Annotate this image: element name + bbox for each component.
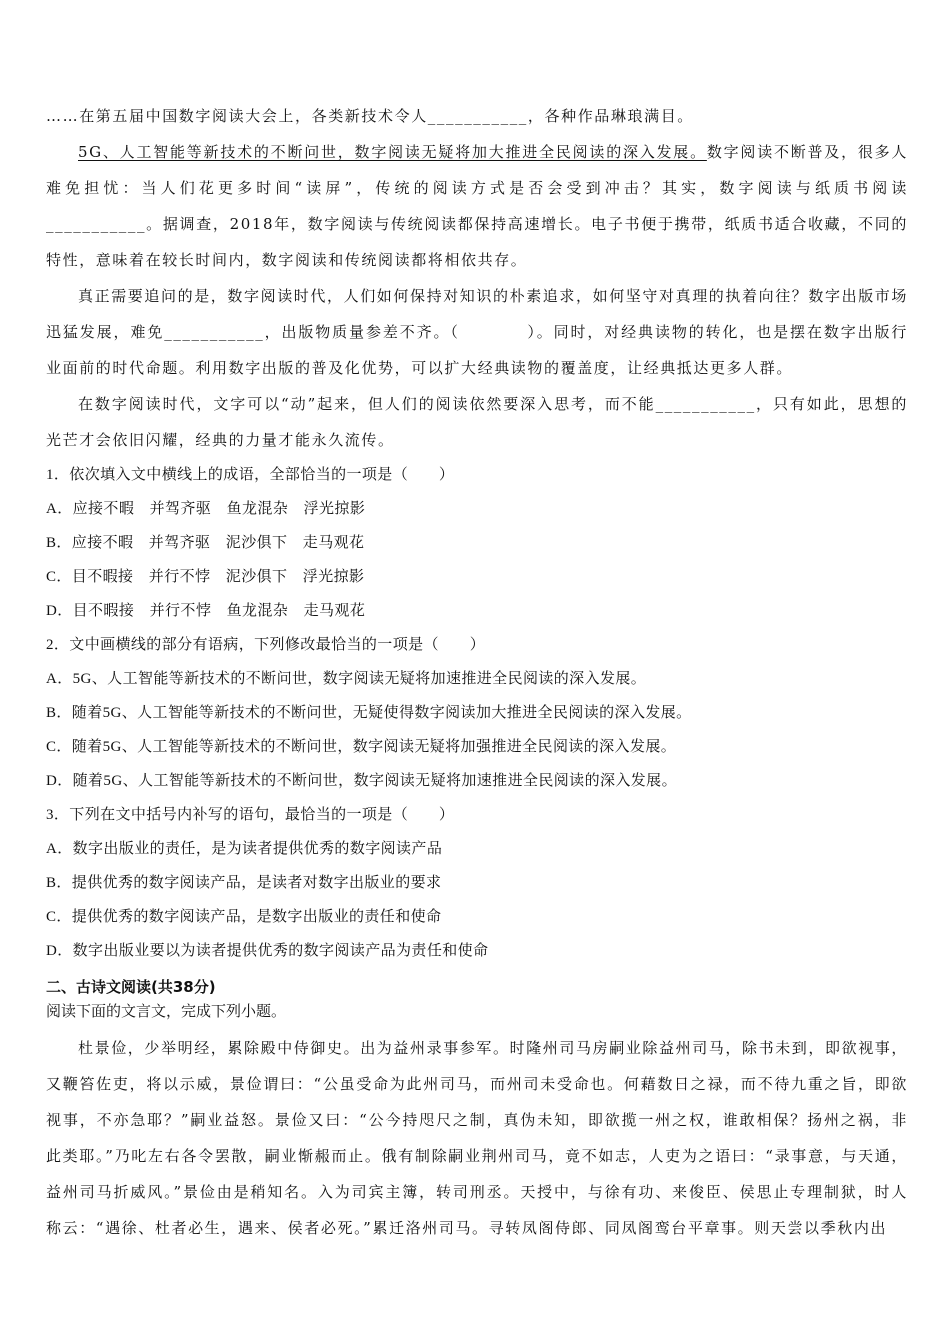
option-b: B．随着5G、人工智能等新技术的不断问世，无疑使得数字阅读加大推进全民阅读的深入发展。 — [46, 705, 692, 721]
passage-paragraph-1: ……在第五届中国数字阅读大会上，各类新技术令人___________，各种作品琳琅满目。 — [46, 107, 694, 125]
passage-paragraph-2-rest: 数字阅读不断普及，很多人难免担忧：当人们花更多时间“读屏”，传统的阅读方式是否会受到冲击？其实，数字阅读与纸质书阅读___________。据调查，2018年，数字阅读与传统阅读都保持高速增长。电子书便于携带，纸质书适合收藏，不同的特性，意味着在较长时间内，数字阅读和传统阅读都将相依共存。 — [46, 143, 908, 269]
question-1 — [46, 458, 908, 628]
option-c: C．目不暇接 并行不悖 泥沙俱下 浮光掠影 — [46, 569, 365, 585]
section-heading: 二、古诗文阅读(共38分) — [46, 978, 216, 996]
option-b: B．提供优秀的数字阅读产品，是读者对数字出版业的要求 — [46, 875, 442, 891]
question-stem: 3．下列在文中括号内补写的语句，最恰当的一项是（ ） — [46, 807, 455, 823]
option-a: A．应接不暇 并驾齐驱 鱼龙混杂 浮光掠影 — [46, 501, 366, 517]
option-d: D．随着5G、人工智能等新技术的不断问世，数字阅读无疑将加速推进全民阅读的深入发展。 — [46, 773, 677, 789]
question-3 — [46, 798, 908, 968]
passage-paragraph-4: 在数字阅读时代，文字可以“动”起来，但人们的阅读依然要深入思考，而不能___________，只有如此，思想的光芒才会依旧闪耀，经典的力量才能永久流传。 — [46, 395, 908, 449]
option-d: D．目不暇接 并行不悖 鱼龙混杂 走马观花 — [46, 603, 366, 619]
exam-page — [46, 98, 908, 1246]
option-c: C．提供优秀的数字阅读产品，是数字出版业的责任和使命 — [46, 909, 442, 925]
option-a: A．5G、人工智能等新技术的不断问世，数字阅读无疑将加速推进全民阅读的深入发展。 — [46, 671, 647, 687]
option-c: C．随着5G、人工智能等新技术的不断问世，数字阅读无疑将加强推进全民阅读的深入发展。 — [46, 739, 677, 755]
option-b: B．应接不暇 并驾齐驱 泥沙俱下 走马观花 — [46, 535, 365, 551]
underlined-sentence: 5G、人工智能等新技术的不断问世，数字阅读无疑将加大推进全民阅读的深入发展。 — [78, 143, 707, 161]
section-instruction: 阅读下面的文言文，完成下列小题。 — [46, 1004, 287, 1020]
classical-text: 杜景俭，少举明经，累除殿中侍御史。出为益州录事参军。时隆州司马房嗣业除益州司马，除书未到，即欲视事，又鞭笞佐吏，将以示威，景俭谓曰：“公虽受命为此州司马，而州司未受命也。何藉数日之禄，而不待九重之旨，即欲视事，不亦急耶？”嗣业益怒。景俭又曰：“公今持咫尺之制，真伪未知，即欲揽一州之权，谁敢相保？扬州之祸，非此类耶。”乃叱左右各令罢散，嗣业惭赧而止。俄有制除嗣业荆州司马，竟不如志，人吏为之语曰：“录事意，与天通，益州司马折威风。”景俭由是稍知名。入为司宾主簿，转司刑丞。天授中，与徐有功、来俊臣、侯思止专理制狱，时人称云：“遇徐、杜者必生，遇来、侯者必死。”累迁洛州司马。寻转凤阁侍郎、同凤阁鸾台平章事。则天尝以季秋内出 — [46, 1039, 909, 1237]
option-d: D．数字出版业要以为读者提供优秀的数字阅读产品为责任和使命 — [46, 943, 489, 959]
passage-paragraph-3: 真正需要追问的是，数字阅读时代，人们如何保持对知识的朴素追求，如何坚守对真理的执着向往？数字出版市场迅猛发展，难免___________，出版物质量参差不齐。（ ）。同时，对经典读物的转化，也是摆在数字出版行业面前的时代命题。利用数字出版的普及化优势，可以扩大经典读物的覆盖度，让经典抵达更多人群。 — [46, 287, 909, 377]
option-a: A．数字出版业的责任，是为读者提供优秀的数字阅读产品 — [46, 841, 443, 857]
question-2 — [46, 628, 908, 798]
passage-paragraph-2 — [46, 134, 908, 278]
question-stem: 2．文中画横线的部分有语病，下列修改最恰当的一项是（ ） — [46, 637, 486, 653]
question-stem: 1．依次填入文中横线上的成语，全部恰当的一项是（ ） — [46, 467, 455, 483]
